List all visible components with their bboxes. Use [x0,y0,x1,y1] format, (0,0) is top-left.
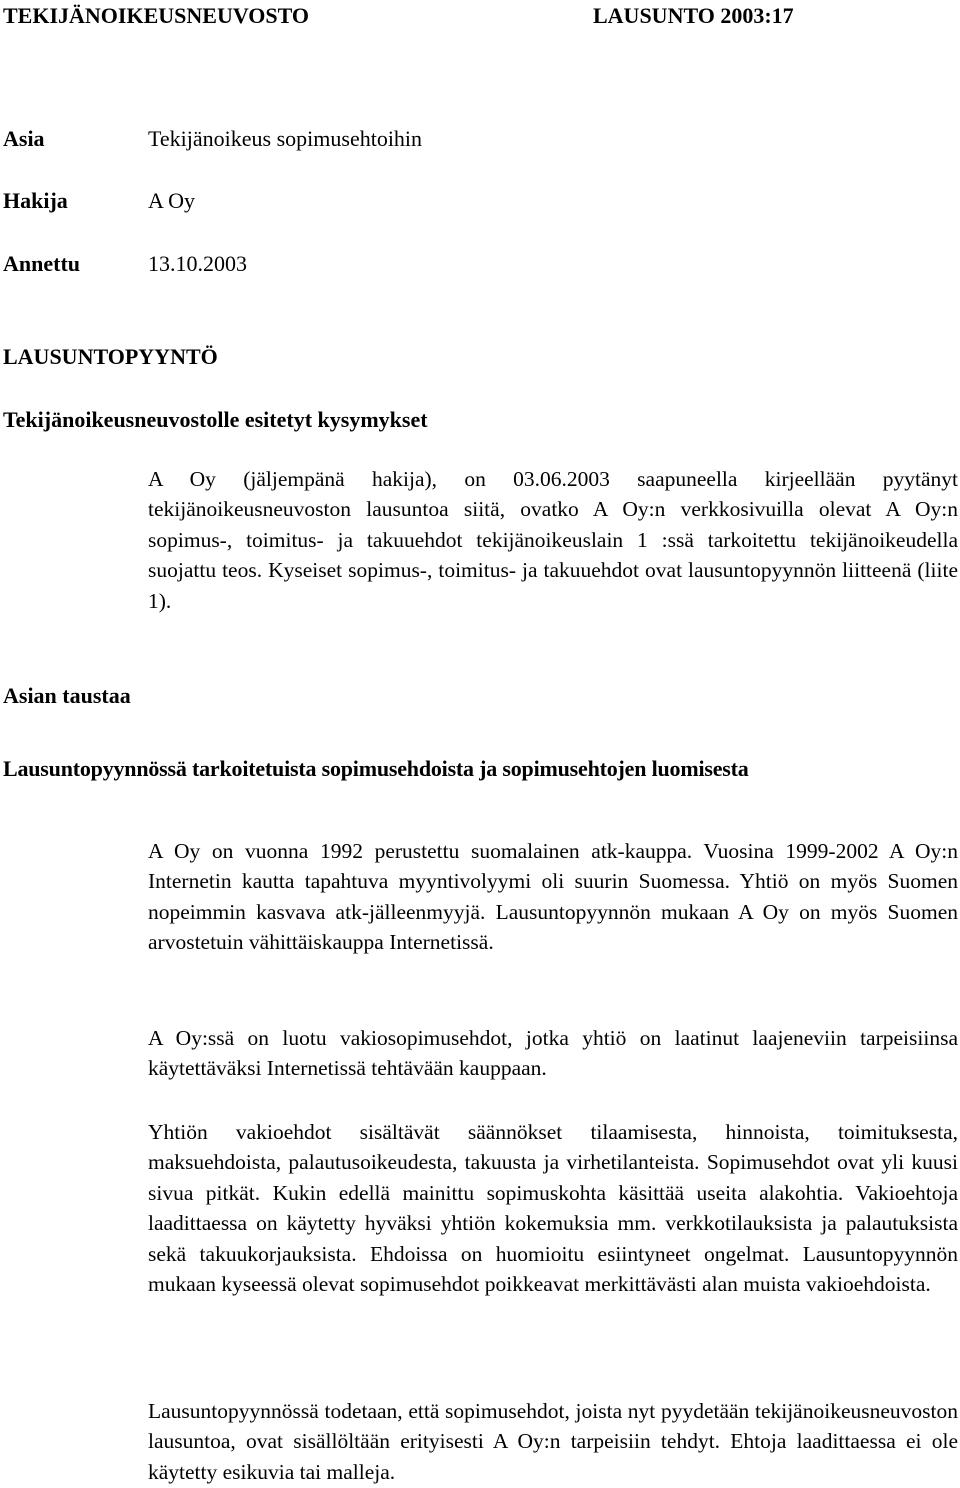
lausuntopyynto-heading: LAUSUNTOPYYNTÖ [3,344,218,369]
paragraph-1: A Oy on vuonna 1992 perustettu suomalainen atk-kauppa. Vuosina 1999-2002 A Oy:n Internetin kautta tapahtuva myyntivolyymi oli suurin Suomessa. Yhtiö on myös Suomen nopeimmin kasvava atk-jälleenmyyjä. Lausuntopyynnön mukaan A Oy on myös Suomen arvostetuin vähittäiskauppa Internetissä. [148,839,958,955]
statement-number: LAUSUNTO 2003:17 [593,3,794,28]
intro-paragraph: A Oy (jäljempänä hakija), on 03.06.2003 saapuneella kirjeellään pyytänyt tekijänoikeusneuvoston lausuntoa siitä, ovatko A Oy:n verkkosivuilla olevat A Oy:n sopimus-, toimitus- ja takuuehdot tekijänoikeuslain 1 :ssä tarkoitettu tekijänoikeudella suojattu teos. Kyseiset sopimus-, toimitus- ja takuuehdot ovat lausuntopyynnön liitteenä (liite 1). [148,467,958,613]
paragraph-3: Yhtiön vakioehdot sisältävät säännökset tilaamisesta, hinnoista, toimituksesta, maksuehdoista, palautusoikeudesta, takuusta ja virhetilanteista. Sopimusehdot ovat yli kuusi sivua pitkät. Kukin edellä mainittu sopimuskohta käsittää useita alakohtia. Vakioehtoja laadittaessa on käytetty hyväksi yhtiön kokemuksia mm. verkkotilauksista ja palautuksista sekä takuukorjauksista. Ehdoissa on huomioitu esiintyneet ongelmat. Lausuntopyynnön mukaan kyseessä olevat sopimusehdot poikkeavat merkittävästi alan muista vakioehdoista. [148,1120,958,1297]
kysymykset-heading: Tekijänoikeusneuvostolle esitetyt kysymykset [3,407,428,432]
sopimusehdot-heading: Lausuntopyynnössä tarkoitetuista sopimusehdoista ja sopimusehtojen luomisesta [3,756,749,781]
annettu-value: 13.10.2003 [148,251,247,276]
hakija-value: A Oy [148,188,196,213]
taustaa-heading: Asian taustaa [3,683,131,708]
asia-label: Asia [3,126,45,151]
paragraph-2: A Oy:ssä on luotu vakiosopimusehdot, jotka yhtiö on laatinut laajeneviin tarpeisiinsa käytettäväksi Internetissä tehtävään kauppaan. [148,1026,958,1081]
organization-name: TEKIJÄNOIKEUSNEUVOSTO [3,3,310,28]
asia-value: Tekijänoikeus sopimusehtoihin [148,126,423,151]
paragraph-4: Lausuntopyynnössä todetaan, että sopimusehdot, joista nyt pyydetään tekijänoikeusneuvoston lausuntoa, ovat sisällöltään erityisesti A Oy:n tarpeisiin tehdyt. Ehtoja laadittaessa ei ole käytetty esikuvia tai malleja. [148,1399,958,1484]
annettu-label: Annettu [3,251,81,276]
hakija-label: Hakija [3,188,68,213]
